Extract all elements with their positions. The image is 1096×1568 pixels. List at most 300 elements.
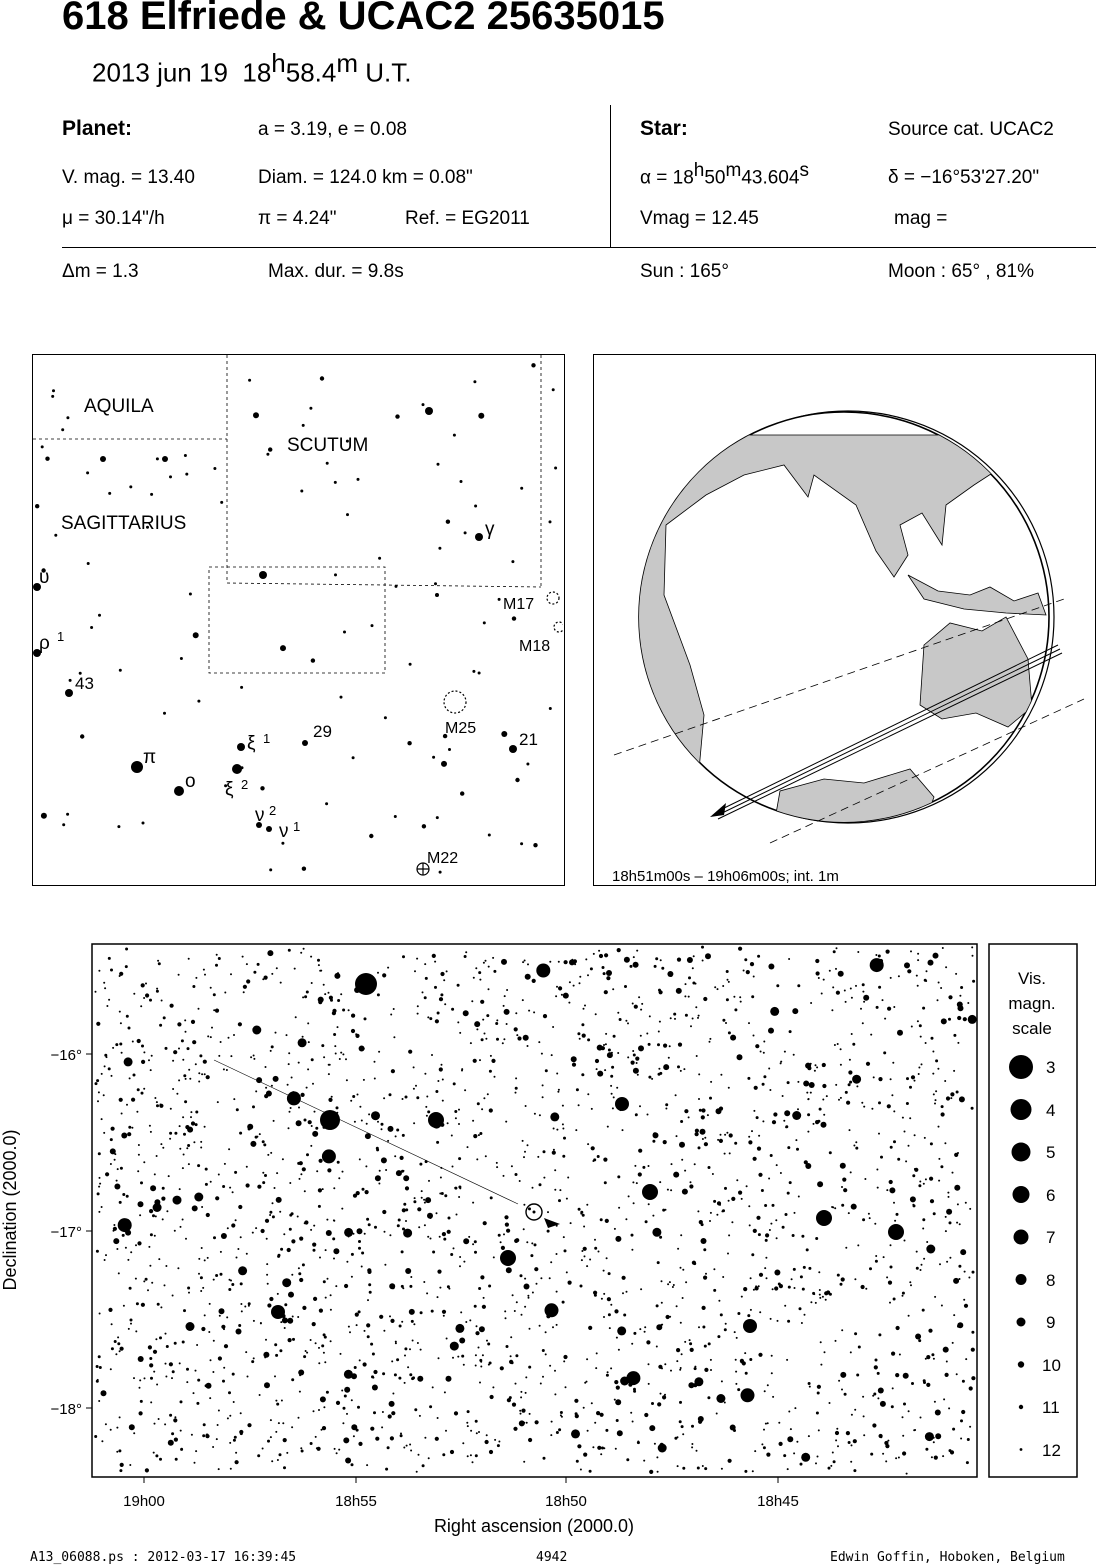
finder-star xyxy=(531,363,535,367)
star-label-43: 43 xyxy=(75,674,94,693)
field-star xyxy=(495,1022,498,1025)
field-star xyxy=(493,1256,495,1258)
field-star xyxy=(480,1366,482,1368)
field-star xyxy=(788,1286,791,1289)
field-star xyxy=(132,1041,134,1043)
field-star xyxy=(264,1094,268,1098)
field-star xyxy=(135,1330,137,1332)
field-star xyxy=(910,950,912,952)
field-star xyxy=(321,1344,324,1347)
field-star xyxy=(622,1276,626,1280)
field-star xyxy=(114,1340,117,1343)
field-star xyxy=(862,1396,864,1398)
field-star xyxy=(318,1205,321,1208)
field-star xyxy=(677,1065,680,1068)
field-star xyxy=(919,1024,922,1027)
field-star xyxy=(606,976,610,980)
field-star xyxy=(389,1234,391,1236)
field-star xyxy=(705,1273,707,1275)
field-star xyxy=(435,1019,439,1023)
field-star xyxy=(940,1165,943,1168)
field-star xyxy=(850,1461,852,1463)
field-star xyxy=(695,1006,697,1008)
field-star xyxy=(684,995,686,997)
field-star xyxy=(422,1464,425,1467)
field-star xyxy=(231,1283,234,1286)
field-star xyxy=(201,1073,203,1075)
field-star xyxy=(203,969,205,971)
field-star xyxy=(304,995,307,998)
field-star xyxy=(338,1449,340,1451)
field-star xyxy=(923,1258,925,1260)
field-star xyxy=(387,1140,389,1142)
field-star xyxy=(342,1171,344,1173)
field-star xyxy=(710,1081,712,1083)
field-star xyxy=(640,1048,643,1051)
field-star xyxy=(891,1352,895,1356)
field-star xyxy=(769,1229,771,1231)
field-star xyxy=(369,1291,372,1294)
field-star xyxy=(385,1169,387,1171)
field-star xyxy=(574,1399,578,1403)
field-star xyxy=(452,1357,454,1359)
field-star xyxy=(236,1329,242,1335)
field-star xyxy=(287,1318,293,1324)
field-star xyxy=(105,1172,109,1176)
field-star xyxy=(582,1214,585,1217)
field-star xyxy=(470,1430,472,1432)
field-star xyxy=(143,997,145,999)
finder-star xyxy=(269,868,272,871)
field-star xyxy=(935,1090,937,1092)
field-star xyxy=(734,1331,736,1333)
field-star xyxy=(826,1095,828,1097)
field-star xyxy=(472,1120,474,1122)
field-star xyxy=(96,1022,100,1026)
field-star xyxy=(709,1041,711,1043)
field-star xyxy=(549,1365,551,1367)
field-star xyxy=(335,1053,337,1055)
field-star xyxy=(166,1210,168,1212)
field-star xyxy=(450,1450,454,1454)
field-star xyxy=(841,1389,843,1391)
field-star xyxy=(290,1107,292,1109)
field-star xyxy=(875,1260,878,1263)
field-star xyxy=(387,967,389,969)
footer-event-number: 4942 xyxy=(536,1550,568,1565)
field-star xyxy=(963,1017,967,1021)
field-star xyxy=(474,1021,480,1027)
field-star xyxy=(763,1052,765,1054)
field-star xyxy=(166,1345,169,1348)
finder-star xyxy=(441,761,447,767)
finder-star xyxy=(460,480,463,483)
finder-star xyxy=(66,813,69,816)
field-star xyxy=(390,1436,394,1440)
field-star xyxy=(972,955,974,957)
field-star xyxy=(412,1340,414,1342)
field-star xyxy=(934,1401,936,1403)
field-star xyxy=(437,1012,440,1015)
finder-star xyxy=(266,453,269,456)
field-star xyxy=(405,1096,408,1099)
field-star xyxy=(728,1234,730,1236)
field-star xyxy=(654,1443,656,1445)
field-star xyxy=(965,1202,967,1204)
field-star xyxy=(733,996,735,998)
field-star xyxy=(489,1450,493,1454)
field-star xyxy=(887,1104,891,1108)
field-star xyxy=(223,1367,225,1369)
field-star xyxy=(627,1022,629,1024)
field-star xyxy=(475,1454,478,1457)
field-star xyxy=(96,1380,99,1383)
field-star xyxy=(911,1026,913,1028)
field-star xyxy=(138,1154,140,1156)
field-star xyxy=(957,1322,963,1328)
field-star xyxy=(679,1401,682,1404)
field-star xyxy=(920,1269,922,1271)
field-star xyxy=(232,1373,235,1376)
field-star xyxy=(492,1386,494,1388)
field-star xyxy=(815,1237,818,1240)
field-star xyxy=(366,1323,370,1327)
field-star xyxy=(156,1104,159,1107)
field-star xyxy=(511,1165,513,1167)
field-star xyxy=(562,1155,565,1158)
detail-chart-svg xyxy=(0,930,1096,1540)
field-star xyxy=(682,1269,684,1271)
field-star xyxy=(451,1008,454,1011)
field-star xyxy=(322,1426,326,1430)
field-star xyxy=(173,1418,177,1422)
field-star xyxy=(724,1153,726,1155)
star-label-nu2-index: 2 xyxy=(269,803,277,818)
field-star xyxy=(438,1357,440,1359)
field-star xyxy=(114,1159,116,1161)
field-star xyxy=(589,1259,591,1261)
field-star xyxy=(126,1195,129,1198)
field-star xyxy=(685,983,687,985)
field-star xyxy=(956,1222,958,1224)
field-star xyxy=(959,1223,961,1225)
field-star xyxy=(603,1293,605,1295)
field-star xyxy=(417,1005,419,1007)
field-star xyxy=(854,1332,857,1335)
field-star xyxy=(182,1167,184,1169)
field-star xyxy=(558,986,562,990)
field-star xyxy=(917,959,919,961)
field-star xyxy=(169,1132,172,1135)
field-star xyxy=(401,1250,404,1253)
field-star xyxy=(877,1397,879,1399)
field-star xyxy=(382,1210,386,1214)
field-star xyxy=(489,1108,493,1112)
field-star xyxy=(698,1420,702,1424)
field-star xyxy=(822,1065,824,1067)
field-star xyxy=(879,959,883,963)
field-star xyxy=(460,1311,462,1313)
star-label-29: 29 xyxy=(313,722,332,741)
field-star xyxy=(505,1317,507,1319)
finder-star xyxy=(473,380,476,383)
field-star xyxy=(188,1163,190,1165)
field-star xyxy=(477,1102,480,1105)
field-star xyxy=(848,1083,851,1086)
field-star xyxy=(767,1384,769,1386)
field-star xyxy=(552,1151,556,1155)
field-star xyxy=(669,1045,671,1047)
field-star xyxy=(549,1277,551,1279)
field-star xyxy=(753,1157,757,1161)
field-star xyxy=(325,1297,327,1299)
field-star xyxy=(774,1286,778,1290)
field-star xyxy=(220,1251,222,1253)
field-star xyxy=(377,972,379,974)
field-star xyxy=(321,1044,324,1047)
field-star xyxy=(169,1362,173,1366)
field-star xyxy=(431,1054,433,1056)
field-star xyxy=(113,1224,115,1226)
field-star xyxy=(270,1436,272,1438)
field-star xyxy=(401,1321,403,1323)
field-star xyxy=(281,1400,283,1402)
field-star xyxy=(550,1112,559,1121)
field-star xyxy=(702,960,704,962)
star-label-xi1-index: 1 xyxy=(263,731,271,746)
field-star xyxy=(724,1187,727,1190)
field-star xyxy=(698,1146,701,1149)
field-star xyxy=(519,1420,525,1426)
field-star xyxy=(680,1367,682,1369)
field-star xyxy=(237,1248,239,1250)
field-star xyxy=(154,1423,156,1425)
field-star xyxy=(417,1376,423,1382)
field-star xyxy=(694,1163,696,1165)
field-star xyxy=(750,1309,752,1311)
field-star xyxy=(893,1298,896,1301)
field-star xyxy=(543,1150,546,1153)
scale-dot xyxy=(1019,1405,1023,1409)
field-star xyxy=(238,1266,247,1275)
field-star xyxy=(116,1180,118,1182)
field-star xyxy=(493,970,496,973)
field-star xyxy=(757,1147,761,1151)
field-star xyxy=(749,1224,751,1226)
field-star xyxy=(794,1212,796,1214)
field-star xyxy=(145,983,147,985)
field-star xyxy=(368,1113,370,1115)
field-star xyxy=(907,969,911,973)
field-star xyxy=(198,1273,200,1275)
field-star xyxy=(359,1359,361,1361)
field-star xyxy=(940,987,942,989)
field-star xyxy=(521,1314,523,1316)
field-star xyxy=(501,959,507,965)
field-star xyxy=(537,1156,539,1158)
field-star xyxy=(119,1201,122,1204)
ra-hours: α = 18 xyxy=(640,167,694,189)
field-star xyxy=(149,1363,153,1367)
field-star xyxy=(609,1327,611,1329)
field-star xyxy=(275,1354,278,1357)
y-tick-minus17: −17° xyxy=(50,1224,82,1241)
field-star xyxy=(840,1283,843,1286)
field-star xyxy=(138,1144,140,1146)
scale-title-scale: scale xyxy=(1012,1019,1052,1038)
field-star xyxy=(174,1342,177,1345)
field-star xyxy=(603,1158,607,1162)
field-star xyxy=(763,1075,766,1078)
finder-star xyxy=(343,631,346,634)
field-star xyxy=(117,1168,119,1170)
field-star xyxy=(440,993,443,996)
field-star xyxy=(523,1204,525,1206)
field-star xyxy=(270,1419,272,1421)
field-star xyxy=(306,1153,309,1156)
field-star xyxy=(137,1170,139,1172)
field-star xyxy=(863,1001,865,1003)
field-star xyxy=(392,1393,394,1395)
field-star xyxy=(227,1227,229,1229)
field-star xyxy=(925,1178,927,1180)
field-star xyxy=(336,1401,340,1405)
field-star xyxy=(219,1315,221,1317)
bright-field-star xyxy=(355,973,377,995)
field-star xyxy=(365,1165,367,1167)
field-star xyxy=(484,1033,486,1035)
field-star xyxy=(180,1430,182,1432)
field-star xyxy=(523,1228,525,1230)
field-star xyxy=(239,1132,242,1135)
field-star xyxy=(163,1016,166,1019)
field-star xyxy=(944,1080,946,1082)
field-star xyxy=(284,1327,286,1329)
field-star xyxy=(143,1161,145,1163)
field-star xyxy=(964,1304,968,1308)
field-star xyxy=(282,1422,284,1424)
magnitude-drop: Δm = 1.3 xyxy=(62,261,139,282)
field-star xyxy=(654,965,657,968)
field-star xyxy=(414,1408,417,1411)
field-star xyxy=(689,1184,693,1188)
field-star xyxy=(905,1160,907,1162)
field-star xyxy=(946,1261,948,1263)
field-star xyxy=(298,1272,301,1275)
field-star xyxy=(279,1453,282,1456)
field-star xyxy=(478,1287,481,1290)
field-star xyxy=(334,973,340,979)
field-star xyxy=(704,1368,708,1372)
field-star xyxy=(959,1096,965,1102)
field-star xyxy=(330,1309,332,1311)
field-star xyxy=(933,1441,935,1443)
field-star xyxy=(155,1338,157,1340)
field-star xyxy=(458,1196,460,1198)
field-star xyxy=(202,1287,204,1289)
field-star xyxy=(583,1247,587,1251)
field-star xyxy=(215,1009,219,1013)
field-star xyxy=(97,1192,100,1195)
field-star xyxy=(949,1221,952,1224)
field-star xyxy=(318,1409,320,1411)
field-star xyxy=(390,1319,394,1323)
field-star xyxy=(98,970,100,972)
field-star xyxy=(230,1468,232,1470)
field-star xyxy=(149,999,152,1002)
field-star xyxy=(637,1074,639,1076)
field-star xyxy=(432,1251,435,1254)
field-star xyxy=(156,990,159,993)
field-star xyxy=(743,1287,747,1291)
field-star xyxy=(179,1188,181,1190)
field-star xyxy=(644,1413,648,1417)
finder-star xyxy=(232,764,242,774)
finder-star xyxy=(156,457,159,460)
field-star xyxy=(178,1048,180,1050)
x-tick-19h00: 19h00 xyxy=(123,1493,165,1510)
field-star xyxy=(326,1391,329,1394)
scale-dot xyxy=(1014,1230,1029,1245)
field-star xyxy=(910,1196,916,1202)
finder-star xyxy=(302,867,306,871)
field-star xyxy=(685,1281,687,1283)
field-star xyxy=(98,1186,100,1188)
field-star xyxy=(436,1141,439,1144)
field-star xyxy=(704,1142,708,1146)
field-star xyxy=(275,1431,277,1433)
field-star xyxy=(716,1214,718,1216)
field-star xyxy=(108,999,110,1001)
field-star xyxy=(750,1277,752,1279)
field-star xyxy=(391,1360,393,1362)
field-star xyxy=(421,1190,423,1192)
field-star xyxy=(310,956,312,958)
finder-star xyxy=(501,731,507,737)
field-star xyxy=(227,1417,229,1419)
field-star xyxy=(479,1382,481,1384)
field-star xyxy=(174,1132,177,1135)
field-star xyxy=(937,1068,939,1070)
field-star xyxy=(243,985,247,989)
field-star xyxy=(608,1272,611,1275)
field-star xyxy=(150,1131,152,1133)
field-star xyxy=(648,1383,650,1385)
field-star xyxy=(908,1145,910,1147)
field-star xyxy=(806,1248,809,1251)
field-star xyxy=(581,1023,584,1026)
field-star xyxy=(883,1051,886,1054)
field-star xyxy=(931,1456,933,1458)
field-star xyxy=(612,988,614,990)
field-star xyxy=(312,1131,318,1137)
scale-dot xyxy=(1020,1448,1023,1451)
field-star xyxy=(119,1469,122,1472)
field-star xyxy=(436,1212,438,1214)
field-star xyxy=(133,993,135,995)
field-star xyxy=(162,1147,164,1149)
field-star xyxy=(938,1180,940,1182)
field-star xyxy=(697,1210,699,1212)
field-star xyxy=(343,1407,346,1410)
field-star xyxy=(785,1213,788,1216)
field-star xyxy=(230,973,232,975)
star-label-upsilon: υ xyxy=(39,567,50,588)
field-star xyxy=(798,1196,800,1198)
field-star xyxy=(504,1009,510,1015)
field-star xyxy=(315,1127,318,1130)
field-star xyxy=(185,1238,187,1240)
